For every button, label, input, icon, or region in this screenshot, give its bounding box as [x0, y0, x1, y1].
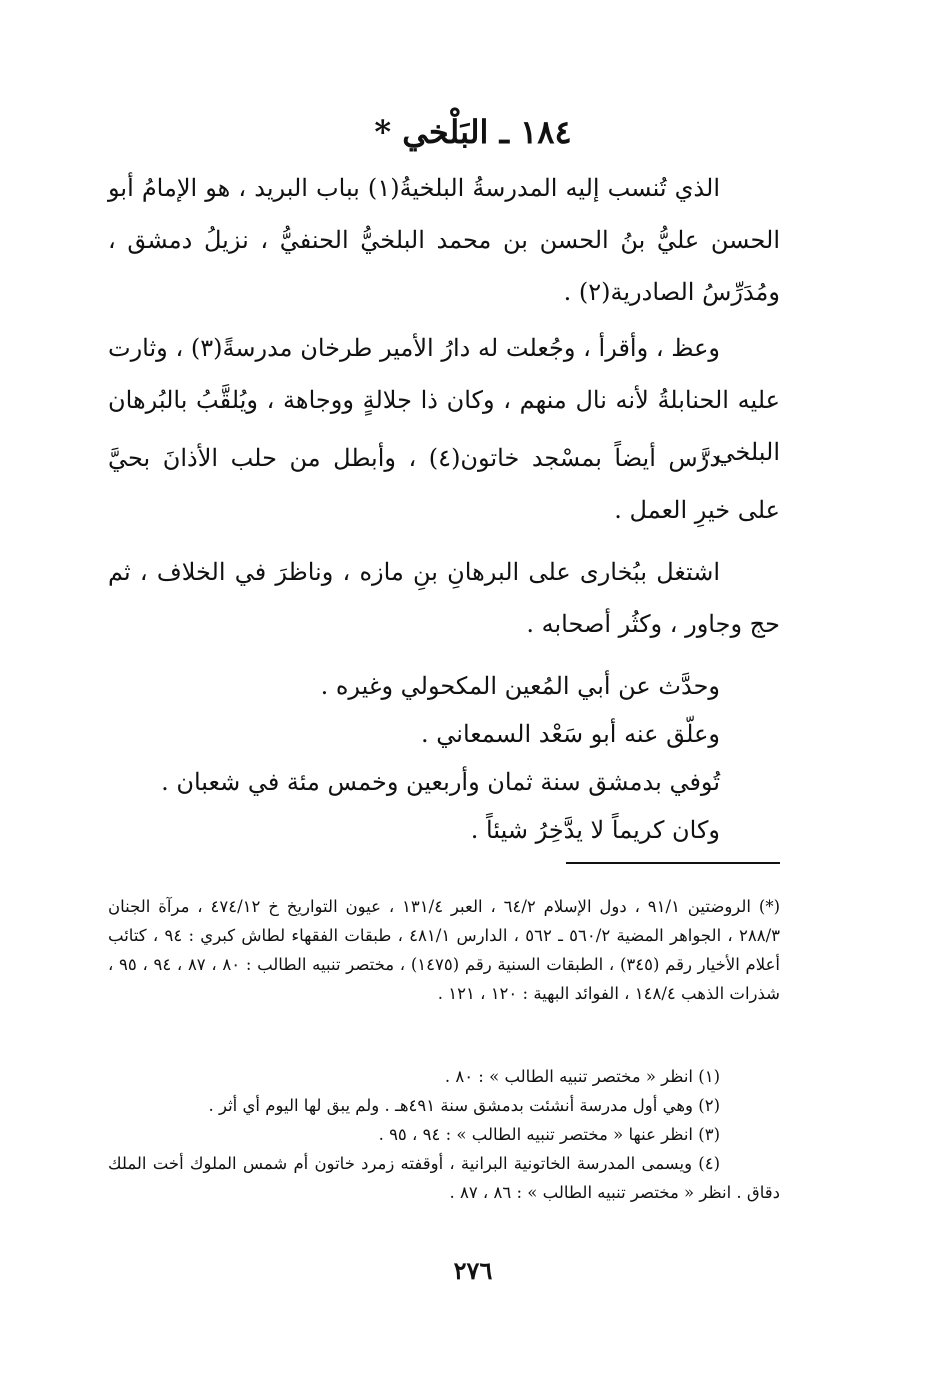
footnote-4: (٤) ويسمى المدرسة الخاتونية البرانية ، أوقفته زمرد خاتون أم شمس الملوك أخت الملك دقاق . انظر « مختصر تنبيه الطالب » : ٨٦ ، ٨٧ .	[108, 1154, 780, 1202]
footnotes	[108, 1062, 780, 1207]
page-number: ٢٧٦	[453, 1256, 493, 1285]
short-line: وكان كريماً لا يدَّخِرُ شيئاً .	[470, 816, 720, 844]
sources-text: (*) الروضتين ٩١/١ ، دول الإسلام ٦٤/٢ ، العبر ١٣١/٤ ، عيون التواريخ خ ٤٧٤/١٢ ، مرآة الجنان ٢٨٨/٣ ، الجواهر المضية ٥٦٠/٢ ـ ٥٦٢ ، الدارس ٤٨١/١ ، طبقات الفقهاء لطاش كبري : ٩٤ ، كتائب أعلام الأخيار رقم (٣٤٥) ، الطبقات السنية رقم (١٤٧٥) ، مختصر تنبيه الطالب : ٨٠ ، ٨٧ ، ٩٤ ، ٩٥ ، شذرات الذهب ١٤٨/٤ ، الفوائد البهية : ١٢٠ ، ١٢١ .	[108, 897, 781, 1003]
footnote-divider	[566, 862, 780, 864]
paragraph-text: اشتغل ببُخارى على البرهانِ بنِ مازه ، وناظرَ في الخلاف ، ثم حج وجاور ، وكثُر أصحابه .	[108, 558, 780, 638]
short-line: وعلّق عنه أبو سَعْد السمعاني .	[421, 720, 720, 748]
short-line: وحدَّث عن أبي المُعين المكحولي وغيره .	[320, 672, 720, 700]
footnote-3: (٣) انظر عنها « مختصر تنبيه الطالب » : ٩٤ ، ٩٥ .	[378, 1125, 720, 1144]
paragraph-4	[108, 546, 780, 650]
short-line: تُوفي بدمشق سنة ثمان وأربعين وخمس مئة في شعبان .	[161, 768, 720, 796]
paragraph-text: الذي تُنسب إليه المدرسةُ البلخيةُ(١) بباب البريد ، هو الإمامُ أبو الحسن عليُّ بنُ الحسن بن محمد البلخيُّ الحنفيُّ ، نزيلُ دمشق ، ومُدَرِّسُ الصادرية(٢) .	[108, 174, 780, 306]
paragraph-text: درَّس أيضاً بمسْجد خاتون(٤) ، وأبطل من حلب الأذانَ بحيَّ على خيرِ العمل .	[108, 444, 780, 524]
footnote-1: (١) انظر « مختصر تنبيه الطالب » : ٨٠ .	[444, 1067, 720, 1086]
short-lines-block	[108, 662, 780, 854]
entry-title: ١٨٤ ـ البَلْخي *	[374, 113, 572, 151]
paragraph-text: وعظ ، وأقرأ ، وجُعلت له دارُ الأمير طرخان مدرسةً(٣) ، وثارت عليه الحنابلةُ لأنه نال منهم ، وكان ذا جلالةٍ ووجاهة ، ويُلقَّبُ بالبُرهان البلخي .	[108, 334, 780, 466]
sources-note	[108, 892, 780, 1008]
footnote-2: (٢) وهي أول مدرسة أنشئت بدمشق سنة ٤٩١هـ . ولم يبق لها اليوم أي أثر .	[208, 1096, 720, 1115]
paragraph-3	[108, 432, 780, 536]
paragraph-1	[108, 162, 780, 318]
